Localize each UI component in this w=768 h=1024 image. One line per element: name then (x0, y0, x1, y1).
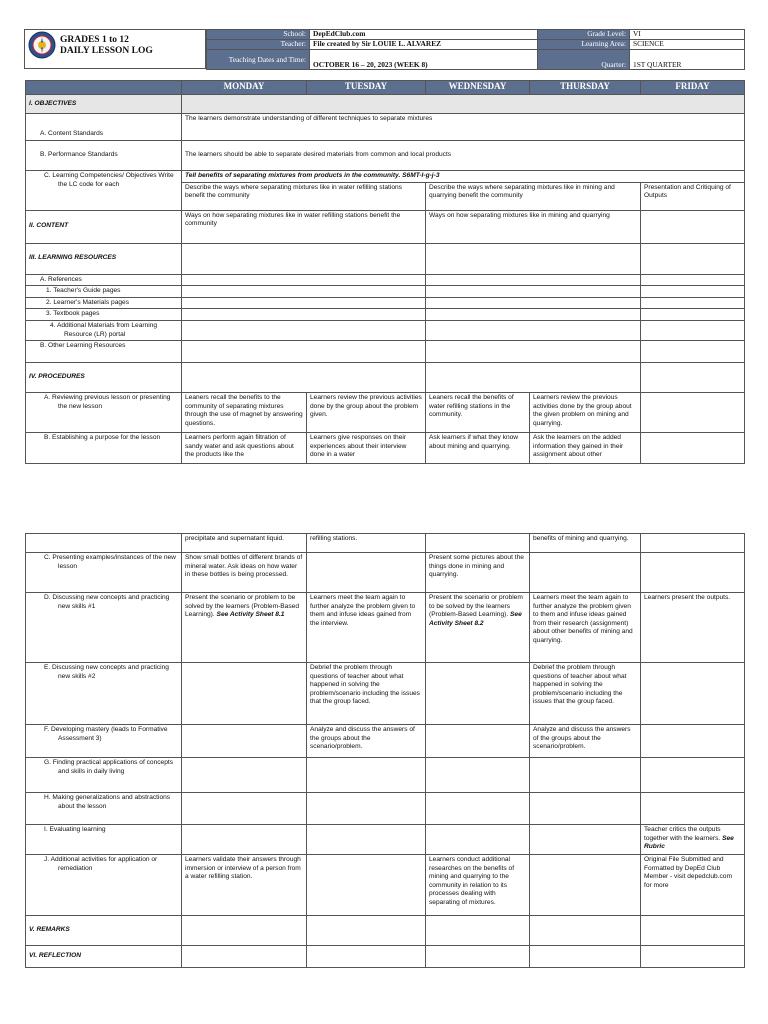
proc-d-monday: Present the scenario or problem to be solved by the learners (Problem-Based Learning). See Activity Sheet 8.1 (182, 593, 307, 663)
competency-fri: Presentation and Critiquing of Outputs (641, 182, 745, 210)
content-fri (641, 210, 745, 243)
procedures-heading: IV. PROCEDURES (26, 363, 182, 393)
performance-standards-label: B. Performance Standards (26, 141, 182, 171)
resources-heading: III. LEARNING RESOURCES (26, 243, 182, 274)
proc-i-cell (426, 825, 530, 855)
resources-cell (182, 286, 426, 298)
proc-d-wednesday: Present the scenario or problem to be solved by the learners (Problem-Based Learning). See Activity Sheet 8.2 (426, 593, 530, 663)
proc-h-cell (182, 793, 307, 825)
area-label: Learning Area: (538, 40, 630, 50)
proc-a-wednesday: Leaners recall the benefits of water refilling stations in the community. (426, 393, 530, 433)
corner-cell (26, 81, 182, 95)
content-heading: II. CONTENT (26, 210, 182, 243)
proc-f-label: F. Developing mastery (leads to Formative Assessment 3) (26, 725, 182, 758)
resources-cell (182, 309, 426, 321)
references-label: A. References (26, 274, 182, 286)
dates-label: Teaching Dates and Time: (207, 50, 310, 70)
content-standards-text: The learners demonstrate understanding of different techniques to separate mixtures (182, 114, 745, 141)
proc-a-thursday: Learners review the previous activities done by the group about the given problem on mining and quarrying. (530, 393, 641, 433)
textbook-pages-label: 3. Textbook pages (26, 309, 182, 321)
resources-cell (426, 297, 641, 309)
resources-cell (641, 297, 745, 309)
proc-i-friday: Teacher critics the outputs together with the learners. See Rubric (641, 825, 745, 855)
resources-cell (426, 320, 641, 340)
proc-j-tuesday (307, 855, 426, 916)
proc-i-cell (530, 825, 641, 855)
proc-b-cont-tuesday: refilling stations. (307, 534, 426, 553)
proc-i-label: I. Evaluating learning (26, 825, 182, 855)
proc-d-tuesday: Learners meet the team again to further analyze the problem given to them and infuse ideas gained from the interview. (307, 593, 426, 663)
proc-b-wednesday: Ask learners if what they know about mining and quarrying. (426, 433, 530, 464)
resources-cell (426, 243, 641, 274)
header-info-table (206, 29, 745, 70)
proc-f-monday (182, 725, 307, 758)
resources-cell (182, 320, 426, 340)
grade-label: Grade Level: (538, 30, 630, 40)
proc-b-cont-label (26, 534, 182, 553)
lesson-log-table-page2 (25, 533, 745, 968)
proc-b-cont-monday: precipitate and supernatant liquid. (182, 534, 307, 553)
reflection-cell (641, 946, 745, 968)
proc-a-friday (641, 393, 745, 433)
proc-e-friday (641, 663, 745, 725)
proc-e-tuesday: Debrief the problem through questions of teacher about what happened in solving the problem/scenario including the issues that the group faced. (307, 663, 426, 725)
proc-b-thursday: Ask the learners on the added information they gained in their assignment about other (530, 433, 641, 464)
other-resources-label: B. Other Learning Resources (26, 341, 182, 363)
proc-b-cont-wednesday (426, 534, 530, 553)
proc-c-friday (641, 553, 745, 593)
content-mon-tue: Ways on how separating mixtures like in water refilling stations benefit the community (182, 210, 426, 243)
resources-cell (641, 320, 745, 340)
resources-cell (426, 341, 641, 363)
proc-d-thursday: Learners meet the team again to further analyze the problem given to them and infuse ideas gained from their research (assignment) about other benefits of mining and quarrying. (530, 593, 641, 663)
proc-j-label: J. Additional activities for application or remediation (26, 855, 182, 916)
resources-cell (641, 286, 745, 298)
resources-cell (426, 274, 641, 286)
proc-d-friday: Learners present the outputs. (641, 593, 745, 663)
school-value: DepEdClub.com (310, 30, 538, 40)
proc-c-monday: Show small bottles of different brands of mineral water. Ask ideas on how water in these bottles is being processed. (182, 553, 307, 593)
objectives-heading-fill (182, 95, 745, 114)
proc-f-wednesday (426, 725, 530, 758)
proc-j-friday: Original File Submitted and Formatted by DepEd Club Member - visit depedclub.com for more (641, 855, 745, 916)
resources-cell (182, 243, 426, 274)
proc-e-wednesday (426, 663, 530, 725)
proc-i-cell (182, 825, 307, 855)
dates-value: OCTOBER 16 – 20, 2023 (WEEK 8) (310, 50, 538, 70)
competency-mon-tue: Describe the ways where separating mixtures like in water refilling stations benefit the community (182, 182, 426, 210)
proc-h-label: H. Making generalizations and abstractions about the lesson (26, 793, 182, 825)
competency-wed-thu: Describe the ways where separating mixtures like in mining and quarrying benefit the community (426, 182, 641, 210)
proc-f-thursday: Analyze and discuss the answers of the groups about the scenario/problem. (530, 725, 641, 758)
remarks-cell (182, 916, 307, 946)
proc-h-cell (530, 793, 641, 825)
resources-cell (182, 274, 426, 286)
form-title-line2: DAILY LESSON LOG (60, 46, 153, 56)
lesson-log-table-page1 (25, 80, 745, 464)
proc-g-cell (307, 758, 426, 793)
proc-f-tuesday: Analyze and discuss the answers of the groups about the scenario/problem. (307, 725, 426, 758)
resources-cell (182, 297, 426, 309)
teacher-value: File created by Sir LOUIE L. ALVAREZ (310, 40, 538, 50)
proc-g-cell (530, 758, 641, 793)
procedures-cell (182, 363, 426, 393)
content-wed-thu: Ways on how separating mixtures like in mining and quarrying (426, 210, 641, 243)
day-header-tuesday: TUESDAY (307, 81, 426, 95)
reflection-cell (426, 946, 530, 968)
reflection-heading: VI. REFLECTION (26, 946, 182, 968)
day-header-monday: MONDAY (182, 81, 307, 95)
learners-materials-label: 2. Learner's Materials pages (26, 297, 182, 309)
reflection-cell (182, 946, 307, 968)
remarks-cell (530, 916, 641, 946)
quarter-value: 1ST QUARTER (630, 50, 745, 70)
lr-portal-label: 4. Additional Materials from Learning Resource (LR) portal (26, 320, 182, 340)
school-label: School: (207, 30, 310, 40)
resources-cell (641, 341, 745, 363)
proc-b-cont-thursday: benefits of mining and quarrying. (530, 534, 641, 553)
day-header-friday: FRIDAY (641, 81, 745, 95)
proc-b-tuesday: Learners give responses on their experiences about their interview done in a water (307, 433, 426, 464)
proc-j-monday: Learners validate their answers through immersion or interview of a person from a water refilling station. (182, 855, 307, 916)
teachers-guide-label: 1. Teacher's Guide pages (26, 286, 182, 298)
proc-d-label: D. Discussing new concepts and practicing new skills #1 (26, 593, 182, 663)
proc-b-cont-friday (641, 534, 745, 553)
proc-g-label: G. Finding practical applications of concepts and skills in daily living (26, 758, 182, 793)
proc-b-monday: Learners perform again filtration of sandy water and ask questions about the products like the (182, 433, 307, 464)
resources-cell (426, 309, 641, 321)
proc-h-cell (307, 793, 426, 825)
day-header-wednesday: WEDNESDAY (426, 81, 530, 95)
proc-b-friday (641, 433, 745, 464)
remarks-cell (426, 916, 530, 946)
proc-c-tuesday (307, 553, 426, 593)
reflection-cell (530, 946, 641, 968)
proc-c-wednesday: Present some pictures about the things done in mining and quarrying. (426, 553, 530, 593)
proc-g-cell (641, 758, 745, 793)
proc-j-thursday (530, 855, 641, 916)
proc-e-monday (182, 663, 307, 725)
proc-h-cell (641, 793, 745, 825)
proc-c-label: C. Presenting examples/instances of the new lesson (26, 553, 182, 593)
proc-a-tuesday: Learners review the previous activities done by the group about the problem given. (307, 393, 426, 433)
procedures-cell (426, 363, 641, 393)
proc-g-cell (426, 758, 530, 793)
remarks-cell (307, 916, 426, 946)
competencies-title: Tell benefits of separating mixtures from products in the community. S6MT-I-g-j-3 (182, 171, 745, 183)
resources-cell (641, 309, 745, 321)
proc-h-cell (426, 793, 530, 825)
remarks-heading: V. REMARKS (26, 916, 182, 946)
resources-cell (426, 286, 641, 298)
day-header-thursday: THURSDAY (530, 81, 641, 95)
procedures-cell (641, 363, 745, 393)
quarter-label: Quarter: (538, 50, 630, 70)
grade-value: VI (630, 30, 745, 40)
resources-cell (641, 274, 745, 286)
proc-a-monday: Leaners recall the benefits to the community of separating mixtures through the use of magnet by answering questions. (182, 393, 307, 433)
objectives-heading: I. OBJECTIVES (26, 95, 182, 114)
teacher-label: Teacher: (207, 40, 310, 50)
form-title-line1: GRADES 1 to 12 (60, 35, 129, 45)
proc-j-wednesday: Learners conduct additional researches on the benefits of mining and quarrying to the community in relation to its processes dealing with separating of mixtures. (426, 855, 530, 916)
competencies-label: C. Learning Competencies/ Objectives Write the LC code for each (26, 171, 182, 211)
proc-g-cell (182, 758, 307, 793)
proc-f-friday (641, 725, 745, 758)
resources-cell (182, 341, 426, 363)
title-box (24, 29, 206, 69)
performance-standards-text: The learners should be able to separate desired materials from common and local products (182, 141, 745, 171)
content-standards-label: A. Content Standards (26, 114, 182, 141)
proc-e-label: E. Discussing new concepts and practicing new skills #2 (26, 663, 182, 725)
proc-b-label: B. Establishing a purpose for the lesson (26, 433, 182, 464)
proc-a-label: A. Reviewing previous lesson or presenting the new lesson (26, 393, 182, 433)
remarks-cell (641, 916, 745, 946)
reflection-cell (307, 946, 426, 968)
proc-e-thursday: Debrief the problem through questions of teacher about what happened in solving the problem/scenario including the issues that the group faced. (530, 663, 641, 725)
resources-cell (641, 243, 745, 274)
area-value: SCIENCE (630, 40, 745, 50)
proc-i-cell (307, 825, 426, 855)
proc-c-thursday (530, 553, 641, 593)
